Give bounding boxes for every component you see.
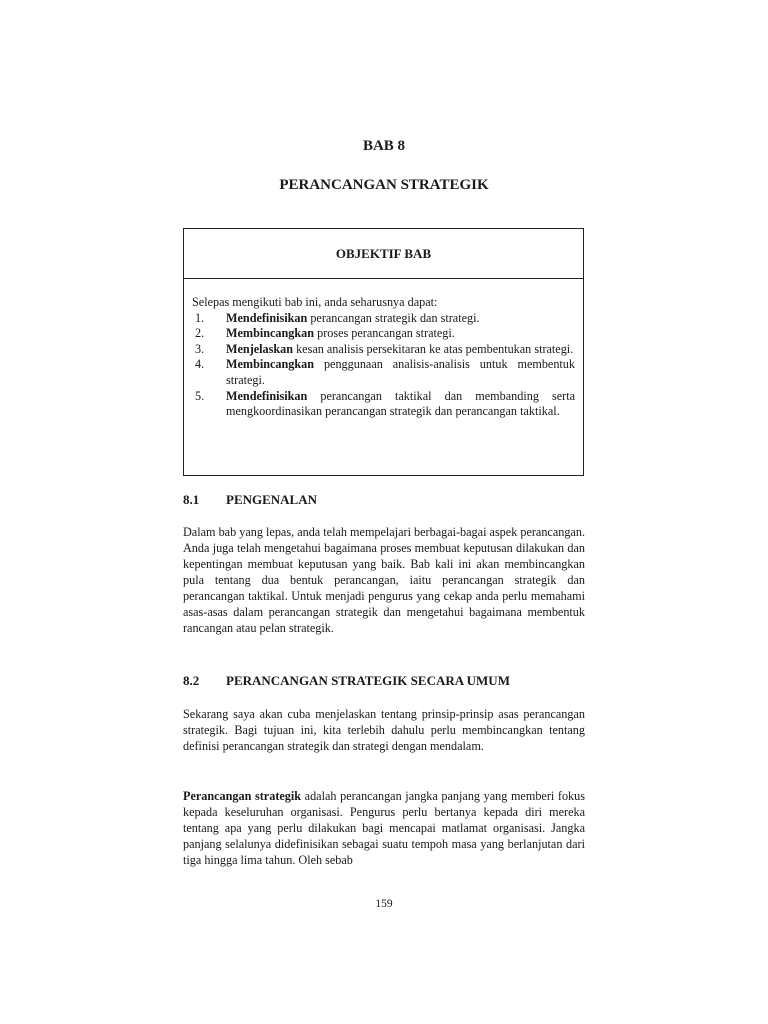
objective-rest: perancangan strategik dan strategi.: [307, 310, 480, 325]
objective-text: [226, 326, 575, 342]
objective-verb: Mendefinisikan: [226, 388, 308, 403]
objective-rest: kesan analisis persekitaran ke atas pembentukan strategi.: [293, 341, 574, 356]
objective-number: 1.: [195, 310, 205, 325]
objective-text: [226, 311, 575, 327]
section-title: PERANCANGAN STRATEGIK SECARA UMUM: [226, 673, 510, 688]
objective-text: [226, 389, 575, 420]
objective-verb: Membincangkan: [226, 357, 315, 372]
section-number: 8.2: [183, 673, 200, 688]
objectives-intro: Selepas mengikuti bab ini, anda seharusnya dapat:: [192, 295, 438, 309]
page-number: 159: [375, 898, 393, 910]
section-heading-8-1: [183, 492, 317, 508]
objective-item: [192, 342, 575, 358]
objective-verb: Membincangkan: [226, 326, 315, 341]
section-number: 8.1: [183, 492, 200, 507]
objective-item: [192, 326, 575, 342]
objectives-body: [184, 279, 583, 420]
objective-text: [226, 342, 575, 358]
objectives-title: OBJEKTIF BAB: [184, 229, 583, 279]
objective-rest: proses perancangan strategi.: [314, 326, 455, 341]
objective-number: 4.: [195, 357, 205, 372]
objective-text: [226, 357, 575, 388]
paragraph-overview: Sekarang saya akan cuba menjelaskan tentang prinsip-prinsip asas perancangan strategik. Bagi tujuan ini, kita terlebih dahulu perlu membincangkan tentang definisi perancangan strategik dan strategi dengan mendalam.: [183, 707, 585, 753]
objective-item: [192, 311, 575, 327]
objective-number: 3.: [195, 341, 205, 356]
definition-text: adalah perancangan jangka panjang yang memberi fokus kepada keseluruhan organisasi. Pengurus perlu bertanya kepada diri mereka tentang apa yang perlu dilakukan bagi mencapai matlamat organisasi. Jangka panjang selalunya didefinisikan sebagai suatu tempoh masa yang berlanjutan dari tiga hingga lima tahun. Oleh sebab: [183, 789, 585, 867]
chapter-number: BAB 8: [362, 138, 406, 154]
objective-verb: Mendefinisikan: [226, 310, 308, 325]
objective-number: 2.: [195, 326, 205, 341]
chapter-title: PERANCANGAN STRATEGIK: [279, 177, 489, 193]
objective-number: 5.: [195, 388, 205, 403]
objectives-box: [183, 228, 584, 476]
objective-rest: perancangan taktikal dan membanding serta mengkoordinasikan perancangan strategik dan perancangan taktikal.: [226, 388, 575, 419]
objective-item: [192, 357, 575, 388]
paragraph-intro: Dalam bab yang lepas, anda telah mempelajari berbagai-bagai aspek perancangan. Anda juga telah mengetahui bagaimana proses membuat keputusan dilakukan dan kepentingan membuat keputusan yang baik. Bab kali ini akan membincangkan pula tentang dua bentuk perancangan, iaitu perancangan strategik dan perancangan taktikal. Untuk menjadi pengurus yang cekap anda perlu memahami asas-asas dalam perancangan strategik dan mengetahui bagaimana membentuk rancangan atau pelan strategik.: [183, 525, 585, 635]
objectives-list: [192, 311, 575, 420]
objective-rest: penggunaan analisis-analisis untuk membentuk strategi.: [226, 357, 575, 387]
objective-verb: Menjelaskan: [226, 341, 294, 356]
definition-term: Perancangan strategik: [183, 789, 302, 803]
paragraph-definition: [183, 788, 585, 868]
section-title: PENGENALAN: [226, 492, 318, 507]
objective-item: [192, 389, 575, 420]
section-heading-8-2: [183, 673, 510, 689]
